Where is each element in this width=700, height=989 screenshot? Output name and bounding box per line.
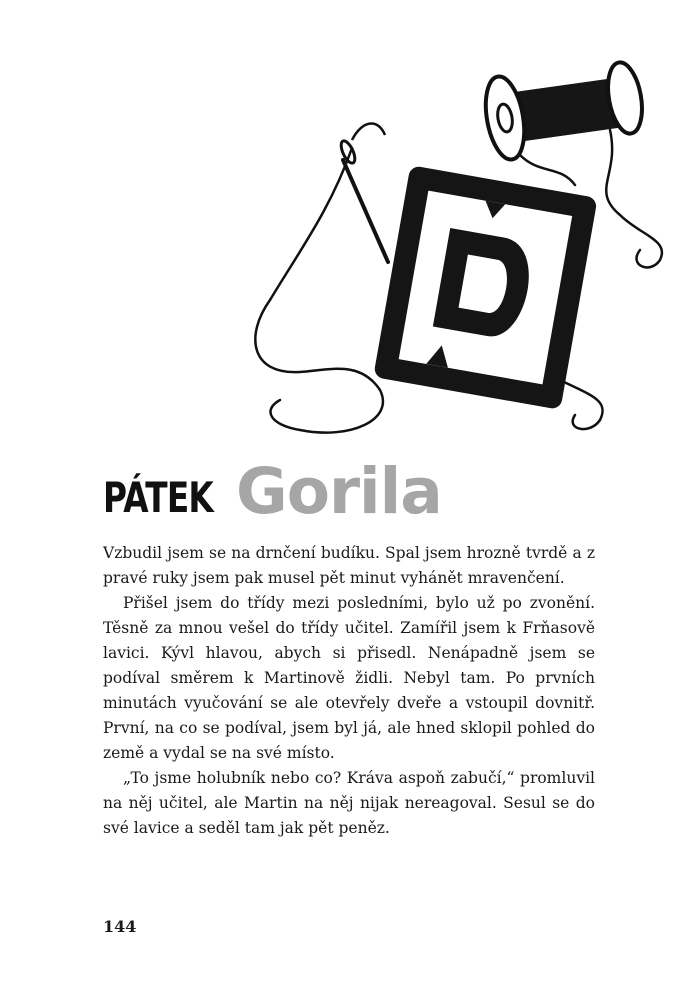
paragraph: „To jsme holubník nebo co? Kráva aspoň zabučí,“ promluvil na něj učitel, ale Martin na něj nijak nereagoval. Sesul se do své lavice a seděl tam jak pět peněz. xyxy=(103,769,595,837)
chapter-illustration xyxy=(0,0,700,450)
chapter-title: PÁTEK xyxy=(103,473,214,522)
chapter-heading xyxy=(103,455,603,540)
chapter-body xyxy=(103,541,595,841)
thread-spool-icon xyxy=(480,60,647,163)
watermark-logo: Gorila xyxy=(236,455,442,528)
paragraph: Přišel jsem do třídy mezi posledními, bylo už po zvonění. Těsně za mnou vešel do třídy učitel. Zamířil jsem k Frňasově lavici. Kývl hlavou, abych si přisedl. Nenápadně jsem se podíval směrem k Martinově židli. Nebyl tam. Po prvních minutách vyučování se ale otevřely dveře a vstoupil dovnitř. První, na co se podíval, jsem byl já, ale hned sklopil pohled do země a vydal se na své místo. xyxy=(103,594,595,762)
page-number: 144 xyxy=(103,917,137,936)
thread-line-icon xyxy=(255,148,383,433)
patch-icon xyxy=(373,165,597,410)
paragraph: Vzbudil jsem se na drnčení budíku. Spal jsem hrozně tvrdě a z pravé ruky jsem pak musel pět minut vyhánět mravenčení. xyxy=(103,544,595,587)
needle-icon xyxy=(338,124,388,262)
